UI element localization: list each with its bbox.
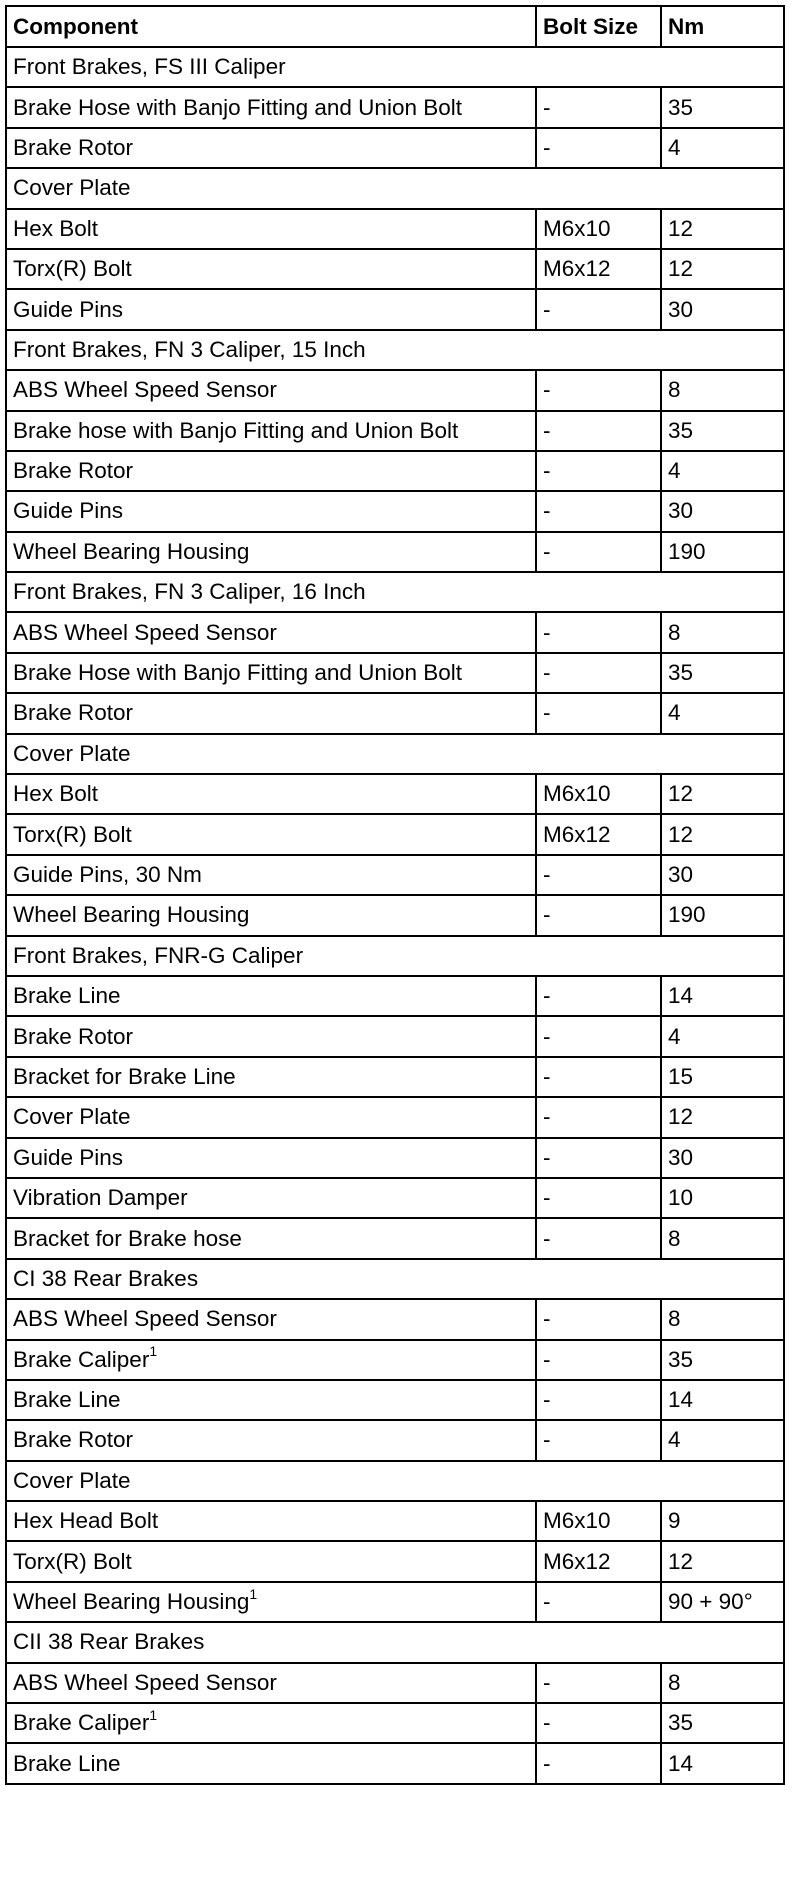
bolt-size-cell: - [536, 1097, 661, 1137]
torque-nm-cell: 12 [661, 774, 784, 814]
section-row [6, 1622, 784, 1662]
section-label: Front Brakes, FN 3 Caliper, 15 Inch [6, 330, 784, 370]
component-cell [6, 1178, 536, 1218]
bolt-size-cell: - [536, 1016, 661, 1056]
component-cell [6, 693, 536, 733]
table-row [6, 1703, 784, 1743]
bolt-size-cell: M6x10 [536, 774, 661, 814]
component-name: Guide Pins [13, 498, 124, 524]
component-cell [6, 1541, 536, 1581]
bolt-size-cell: - [536, 370, 661, 410]
footnote-marker: 1 [249, 1585, 258, 1602]
component-cell [6, 532, 536, 572]
torque-nm-cell: 12 [661, 814, 784, 854]
torque-spec-document [5, 5, 785, 1785]
torque-nm-cell: 190 [661, 532, 784, 572]
component-cell [6, 653, 536, 693]
bolt-size-cell: - [536, 1703, 661, 1743]
component-cell [6, 289, 536, 329]
table-row [6, 87, 784, 127]
component-name: Hex Bolt [13, 781, 99, 807]
table-row [6, 289, 784, 329]
component-cell [6, 1097, 536, 1137]
torque-nm-cell: 8 [661, 1299, 784, 1339]
torque-nm-cell: 8 [661, 370, 784, 410]
component-name: ABS Wheel Speed Sensor [13, 1306, 277, 1332]
bolt-size-cell: - [536, 1299, 661, 1339]
component-cell [6, 87, 536, 127]
component-name: Brake Line [13, 983, 121, 1009]
bolt-size-cell: M6x10 [536, 1501, 661, 1541]
table-row [6, 1582, 784, 1622]
table-row [6, 1663, 784, 1703]
component-cell [6, 1380, 536, 1420]
component-name: Brake Line [13, 1750, 121, 1776]
bolt-size-cell: - [536, 1340, 661, 1380]
component-name: Bracket for Brake Line [13, 1063, 236, 1089]
component-cell [6, 1057, 536, 1097]
section-label: Front Brakes, FN 3 Caliper, 16 Inch [6, 572, 784, 612]
torque-nm-cell: 90 + 90° [661, 1582, 784, 1622]
table-row [6, 1420, 784, 1460]
table-row [6, 1138, 784, 1178]
header-component: Component [6, 6, 536, 47]
component-cell [6, 1420, 536, 1460]
component-cell [6, 209, 536, 249]
table-row [6, 976, 784, 1016]
bolt-size-cell: M6x12 [536, 249, 661, 289]
bolt-size-cell: - [536, 87, 661, 127]
bolt-size-cell: - [536, 1178, 661, 1218]
component-name: ABS Wheel Speed Sensor [13, 619, 277, 645]
bolt-size-cell: - [536, 653, 661, 693]
footnote-marker: 1 [149, 1343, 158, 1360]
torque-nm-cell: 4 [661, 693, 784, 733]
section-row [6, 734, 784, 774]
bolt-size-cell: - [536, 612, 661, 652]
bolt-size-cell: M6x10 [536, 209, 661, 249]
table-row [6, 370, 784, 410]
torque-nm-cell: 30 [661, 491, 784, 531]
bolt-size-cell: - [536, 491, 661, 531]
component-cell [6, 491, 536, 531]
table-row [6, 895, 784, 935]
component-name: Brake Hose with Banjo Fitting and Union Bolt [13, 660, 462, 686]
component-name: Hex Head Bolt [13, 1508, 159, 1534]
table-row [6, 1340, 784, 1380]
table-row [6, 1541, 784, 1581]
component-name: Cover Plate [13, 1104, 131, 1130]
torque-nm-cell: 4 [661, 451, 784, 491]
table-row [6, 209, 784, 249]
component-cell [6, 1299, 536, 1339]
table-row [6, 1380, 784, 1420]
torque-nm-cell: 190 [661, 895, 784, 935]
component-name: Hex Bolt [13, 215, 99, 241]
torque-nm-cell: 14 [661, 1743, 784, 1783]
torque-spec-table [5, 5, 785, 1785]
section-row [6, 168, 784, 208]
bolt-size-cell: - [536, 895, 661, 935]
section-label: CII 38 Rear Brakes [6, 1622, 784, 1662]
component-cell [6, 249, 536, 289]
component-cell [6, 1743, 536, 1783]
bolt-size-cell: M6x12 [536, 1541, 661, 1581]
component-name: Wheel Bearing Housing [13, 538, 250, 564]
component-name: Brake hose with Banjo Fitting and Union Bolt [13, 417, 459, 443]
torque-nm-cell: 4 [661, 1016, 784, 1056]
component-name: Brake Rotor [13, 134, 134, 160]
component-name: Wheel Bearing Housing [13, 1589, 250, 1615]
bolt-size-cell: - [536, 1663, 661, 1703]
component-name: Brake Rotor [13, 700, 134, 726]
table-row [6, 451, 784, 491]
table-row [6, 1299, 784, 1339]
bolt-size-cell: - [536, 532, 661, 572]
torque-nm-cell: 9 [661, 1501, 784, 1541]
component-name: Torx(R) Bolt [13, 821, 132, 847]
component-name: Wheel Bearing Housing [13, 902, 250, 928]
bolt-size-cell: - [536, 411, 661, 451]
table-row [6, 653, 784, 693]
component-name: Vibration Damper [13, 1185, 188, 1211]
torque-nm-cell: 4 [661, 128, 784, 168]
component-cell [6, 1138, 536, 1178]
torque-nm-cell: 12 [661, 1097, 784, 1137]
component-cell [6, 451, 536, 491]
component-cell [6, 1582, 536, 1622]
section-row [6, 1461, 784, 1501]
component-name: Guide Pins [13, 296, 124, 322]
torque-nm-cell: 30 [661, 289, 784, 329]
bolt-size-cell: - [536, 1420, 661, 1460]
component-cell [6, 411, 536, 451]
table-row [6, 249, 784, 289]
component-name: Torx(R) Bolt [13, 1548, 132, 1574]
torque-nm-cell: 35 [661, 87, 784, 127]
table-row [6, 814, 784, 854]
table-row [6, 1178, 784, 1218]
component-cell [6, 1218, 536, 1258]
header-bolt-size: Bolt Size [536, 6, 661, 47]
component-name: Brake Rotor [13, 1427, 134, 1453]
header-nm: Nm [661, 6, 784, 47]
component-name: ABS Wheel Speed Sensor [13, 1669, 277, 1695]
section-row [6, 572, 784, 612]
table-row [6, 1501, 784, 1541]
torque-nm-cell: 14 [661, 976, 784, 1016]
component-name: Guide Pins, 30 Nm [13, 862, 202, 887]
table-row [6, 128, 784, 168]
table-row [6, 532, 784, 572]
component-cell [6, 814, 536, 854]
component-cell [6, 976, 536, 1016]
footnote-marker: 1 [149, 1706, 158, 1723]
torque-nm-cell: 30 [661, 1138, 784, 1178]
component-cell [6, 895, 536, 935]
torque-nm-cell: 10 [661, 1178, 784, 1218]
section-row [6, 936, 784, 976]
table-row [6, 411, 784, 451]
bolt-size-cell: M6x12 [536, 814, 661, 854]
section-label: Front Brakes, FNR-G Caliper [6, 936, 784, 976]
bolt-size-cell: - [536, 128, 661, 168]
table-row [6, 1057, 784, 1097]
component-name: Brake Caliper [13, 1710, 150, 1736]
component-name: Brake Hose with Banjo Fitting and Union Bolt [13, 94, 462, 120]
torque-nm-cell: 4 [661, 1420, 784, 1460]
component-name: Guide Pins [13, 1144, 124, 1170]
component-cell [6, 1340, 536, 1380]
section-label: Cover Plate [6, 1461, 784, 1501]
bolt-size-cell: - [536, 693, 661, 733]
table-row [6, 693, 784, 733]
torque-nm-cell: 35 [661, 411, 784, 451]
table-row [6, 774, 784, 814]
bolt-size-cell: - [536, 289, 661, 329]
component-name: Brake Line [13, 1387, 121, 1413]
section-label: Cover Plate [6, 734, 784, 774]
bolt-size-cell: - [536, 1138, 661, 1178]
section-label: Cover Plate [6, 168, 784, 208]
torque-nm-cell: 30 [661, 855, 784, 895]
component-name: Brake Rotor [13, 1023, 134, 1049]
component-cell [6, 1501, 536, 1541]
table-row [6, 491, 784, 531]
table-row [6, 612, 784, 652]
torque-nm-cell: 12 [661, 1541, 784, 1581]
table-row [6, 1097, 784, 1137]
section-label: Front Brakes, FS III Caliper [6, 47, 784, 87]
component-name: Brake Caliper [13, 1346, 150, 1372]
bolt-size-cell: - [536, 451, 661, 491]
section-row [6, 330, 784, 370]
component-cell [6, 1663, 536, 1703]
torque-nm-cell: 15 [661, 1057, 784, 1097]
section-label: CI 38 Rear Brakes [6, 1259, 784, 1299]
bolt-size-cell: - [536, 1218, 661, 1258]
component-name: Bracket for Brake hose [13, 1225, 242, 1251]
section-row [6, 1259, 784, 1299]
component-name: Brake Rotor [13, 458, 134, 484]
component-cell [6, 612, 536, 652]
component-cell [6, 774, 536, 814]
table-body [6, 47, 784, 1784]
bolt-size-cell: - [536, 855, 661, 895]
table-row [6, 1016, 784, 1056]
table-header-row [6, 6, 784, 47]
table-row [6, 1218, 784, 1258]
torque-nm-cell: 8 [661, 1663, 784, 1703]
bolt-size-cell: - [536, 1582, 661, 1622]
component-cell [6, 1703, 536, 1743]
torque-nm-cell: 12 [661, 209, 784, 249]
bolt-size-cell: - [536, 1057, 661, 1097]
component-name: Torx(R) Bolt [13, 256, 132, 282]
section-row [6, 47, 784, 87]
component-cell [6, 370, 536, 410]
component-cell [6, 128, 536, 168]
torque-nm-cell: 35 [661, 1340, 784, 1380]
bolt-size-cell: - [536, 976, 661, 1016]
torque-nm-cell: 8 [661, 612, 784, 652]
torque-nm-cell: 12 [661, 249, 784, 289]
torque-nm-cell: 35 [661, 653, 784, 693]
component-name: ABS Wheel Speed Sensor [13, 377, 277, 403]
torque-nm-cell: 8 [661, 1218, 784, 1258]
torque-nm-cell: 14 [661, 1380, 784, 1420]
bolt-size-cell: - [536, 1380, 661, 1420]
component-cell [6, 1016, 536, 1056]
bolt-size-cell: - [536, 1743, 661, 1783]
table-row [6, 855, 784, 895]
component-cell [6, 855, 536, 895]
table-row [6, 1743, 784, 1783]
torque-nm-cell: 35 [661, 1703, 784, 1743]
